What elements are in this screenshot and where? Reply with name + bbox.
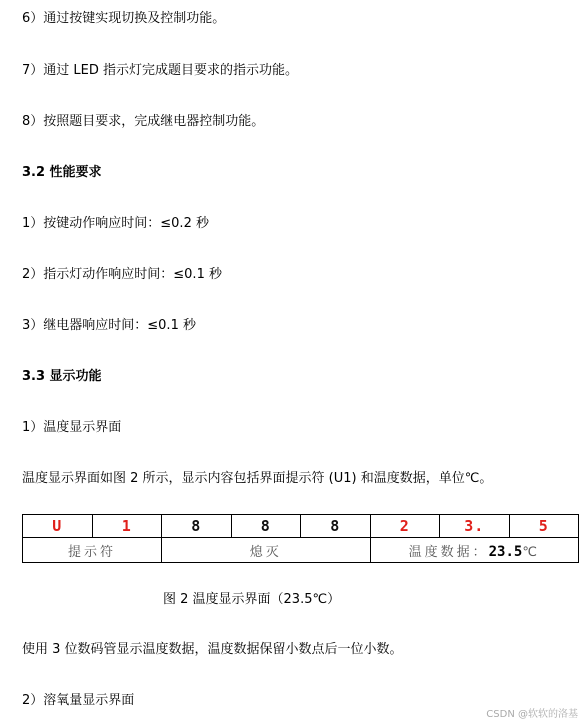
- digit-row: [23, 515, 579, 538]
- digit-cell-8: 5: [509, 515, 579, 538]
- digit-cell-3: 8: [162, 515, 232, 538]
- description: 温度显示界面如图 2 所示，显示内容包括界面提示符 (U1) 和温度数据，单位℃。: [22, 471, 493, 486]
- label-temp-unit: ℃: [522, 544, 540, 560]
- figure-caption: 图 2 温度显示界面（23.5℃）: [163, 592, 341, 607]
- label-prompt: 提示符: [23, 538, 162, 563]
- digit-cell-5: 8: [301, 515, 371, 538]
- label-off: 熄灭: [162, 538, 371, 563]
- temperature-display-table: [22, 514, 579, 563]
- perf-item-2: 2）指示灯动作响应时间：≤0.1 秒: [22, 267, 222, 282]
- watermark: CSDN @软软的洛基: [486, 709, 578, 720]
- display-item-1: 1）温度显示界面: [22, 420, 122, 435]
- digit-cell-2: 1: [92, 515, 162, 538]
- label-row: [23, 538, 579, 563]
- digit-cell-6: 2: [370, 515, 440, 538]
- label-temperature: [370, 538, 579, 563]
- perf-item-3: 3）继电器响应时间：≤0.1 秒: [22, 318, 196, 333]
- item-7: 7）通过 LED 指示灯完成题目要求的指示功能。: [22, 63, 299, 78]
- label-temp-value: 23.5: [488, 543, 523, 560]
- label-temp-prefix: 温度数据：: [408, 544, 489, 560]
- display-note: 使用 3 位数码管显示温度数据，温度数据保留小数点后一位小数。: [22, 642, 403, 657]
- heading-3-3: 3.3 显示功能: [22, 369, 102, 384]
- digit-cell-1: U: [23, 515, 93, 538]
- digit-cell-4: 8: [231, 515, 301, 538]
- display-item-2: 2）溶氧量显示界面: [22, 693, 135, 708]
- item-6: 6）通过按键实现切换及控制功能。: [22, 11, 226, 26]
- item-8: 8）按照题目要求，完成继电器控制功能。: [22, 114, 265, 129]
- heading-3-2: 3.2 性能要求: [22, 165, 102, 180]
- perf-item-1: 1）按键动作响应时间：≤0.2 秒: [22, 216, 209, 231]
- digit-cell-7: 3.: [440, 515, 510, 538]
